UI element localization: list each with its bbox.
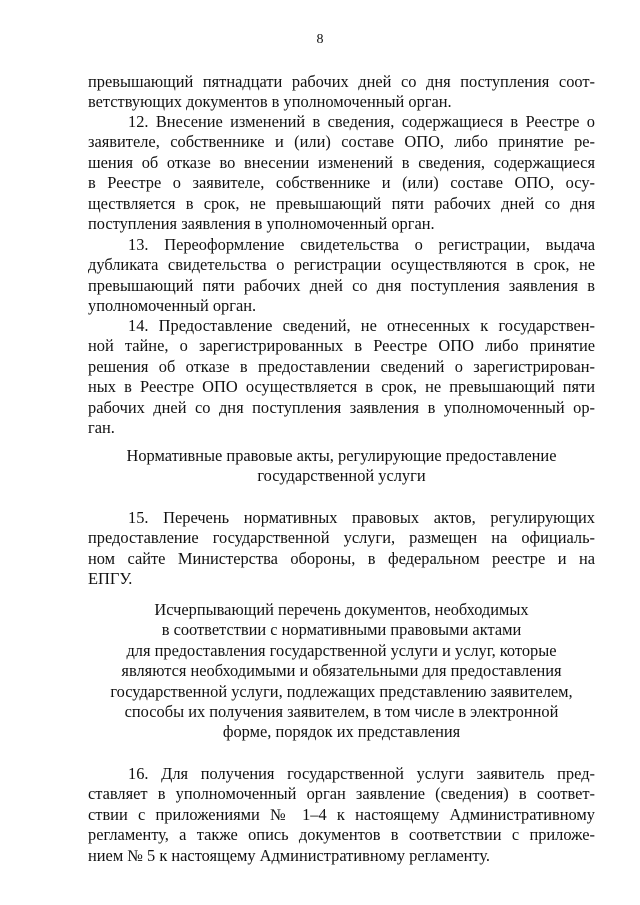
text-line: в Реестре о заявителе, собственнике и (или) составе ОПО, осу- — [88, 173, 595, 193]
paragraph-13 — [88, 235, 595, 317]
text-line: поступления заявления в уполномоченный орган. — [88, 214, 435, 234]
text-line: предоставление государственной услуги, размещен на официаль- — [88, 528, 595, 548]
text-line: ставляет в уполномоченный орган заявление (сведения) в соответ- — [88, 784, 595, 804]
text-line: превышающий пяти рабочих дней со дня поступления заявления в — [88, 275, 595, 295]
paragraph-12 — [88, 112, 595, 234]
text-line: рабочих дней со дня поступления заявления в уполномоченный ор- — [88, 397, 595, 417]
heading-line: Исчерпывающий перечень документов, необходимых — [154, 600, 529, 619]
heading-line: способы их получения заявителем, в том числе в электронной — [124, 702, 559, 722]
paragraph-15 — [88, 508, 595, 590]
text-line: 14. Предоставление сведений, не отнесенных к государствен- — [128, 316, 595, 335]
section-heading-legal-acts — [88, 446, 595, 487]
text-line: ной тайне, о зарегистрированных в Реестре ОПО либо принятие — [88, 336, 595, 356]
text-line: решения об отказе в предоставлении сведений о зарегистрирован- — [88, 356, 595, 376]
text-line: шения об отказе во внесении изменений в сведения, содержащиеся — [88, 152, 595, 172]
heading-line: в соответствии с нормативными правовыми актами — [161, 620, 522, 640]
text-line: заявителе, собственнике и (или) составе ОПО, либо принятие ре- — [88, 132, 595, 152]
heading-line: являются необходимыми и обязательными для предоставления — [121, 661, 562, 681]
text-line: ган. — [88, 418, 115, 438]
heading-line: Нормативные правовые акты, регулирующие предоставление — [126, 446, 557, 465]
text-line: 12. Внесение изменений в сведения, содержащиеся в Реестре о — [128, 112, 595, 131]
text-line: ных в Реестре ОПО осуществляется в срок, не превышающий пяти — [88, 377, 595, 397]
paragraph-14 — [88, 316, 595, 438]
text-line: ществляется в срок, не превышающий пяти рабочих дней со дня — [88, 193, 595, 213]
paragraph-16 — [88, 764, 595, 866]
section-heading-documents-list — [88, 600, 595, 743]
text-line: превышающий пятнадцати рабочих дней со дня поступления соот- — [88, 72, 595, 91]
text-line: 15. Перечень нормативных правовых актов, регулирующих — [128, 508, 595, 527]
text-line: ствии с приложениями № 1–4 к настоящему Административному — [88, 804, 595, 824]
heading-line: форме, порядок их представления — [222, 722, 461, 742]
text-line: 16. Для получения государственной услуги заявитель пред- — [128, 764, 595, 783]
heading-line: для предоставления государственной услуги и услуг, которые — [126, 640, 557, 660]
text-line: дубликата свидетельства о регистрации осуществляются в срок, не — [88, 255, 595, 275]
page-number: 8 — [316, 32, 324, 47]
paragraph-continuation — [88, 72, 595, 113]
heading-line: государственной услуги, подлежащих представлению заявителем, — [110, 681, 573, 701]
text-line: ном сайте Министерства обороны, в федеральном реестре и на — [88, 548, 595, 568]
text-line: уполномоченный орган. — [88, 296, 257, 316]
text-line: регламенту, а также опись документов в соответствии с приложе- — [88, 825, 595, 845]
text-line: ветствующих документов в уполномоченный орган. — [88, 92, 452, 112]
heading-line: государственной услуги — [257, 466, 426, 486]
text-line: 13. Переоформление свидетельства о регистрации, выдача — [128, 235, 595, 254]
text-line: нием № 5 к настоящему Административному регламенту. — [88, 845, 491, 865]
text-line: ЕПГУ. — [88, 569, 133, 589]
